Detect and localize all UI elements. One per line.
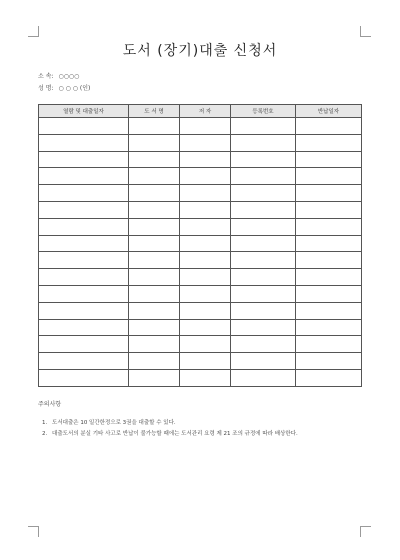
cell-registration-number[interactable] <box>231 218 296 235</box>
cell-registration-number[interactable] <box>231 319 296 336</box>
cell-author[interactable] <box>180 285 231 302</box>
cell-loan-date[interactable] <box>39 118 129 135</box>
cell-loan-date[interactable] <box>39 285 129 302</box>
cell-loan-date[interactable] <box>39 369 129 386</box>
note-item <box>42 429 360 439</box>
cell-book-title[interactable] <box>129 168 180 185</box>
column-header-registration-number: 등록번호 <box>231 105 296 118</box>
cell-return-date[interactable] <box>296 369 362 386</box>
cell-book-title[interactable] <box>129 269 180 286</box>
cell-registration-number[interactable] <box>231 201 296 218</box>
table-row <box>39 134 362 151</box>
cell-registration-number[interactable] <box>231 302 296 319</box>
cell-author[interactable] <box>180 168 231 185</box>
cell-book-title[interactable] <box>129 134 180 151</box>
table-row <box>39 336 362 353</box>
cell-author[interactable] <box>180 134 231 151</box>
crop-mark-bottom-left <box>28 526 39 537</box>
cell-return-date[interactable] <box>296 185 362 202</box>
cell-book-title[interactable] <box>129 319 180 336</box>
cell-author[interactable] <box>180 151 231 168</box>
cell-registration-number[interactable] <box>231 252 296 269</box>
cell-book-title[interactable] <box>129 252 180 269</box>
cell-book-title[interactable] <box>129 118 180 135</box>
cell-loan-date[interactable] <box>39 151 129 168</box>
cell-loan-date[interactable] <box>39 235 129 252</box>
cell-registration-number[interactable] <box>231 118 296 135</box>
cell-return-date[interactable] <box>296 218 362 235</box>
cell-loan-date[interactable] <box>39 218 129 235</box>
cell-registration-number[interactable] <box>231 353 296 370</box>
crop-mark-top-left <box>28 26 39 37</box>
cell-author[interactable] <box>180 235 231 252</box>
affiliation-label: 소 속: <box>38 73 54 80</box>
cell-book-title[interactable] <box>129 336 180 353</box>
cell-book-title[interactable] <box>129 369 180 386</box>
note-item <box>42 418 360 428</box>
table-row <box>39 302 362 319</box>
cell-loan-date[interactable] <box>39 185 129 202</box>
table-row <box>39 168 362 185</box>
cell-registration-number[interactable] <box>231 185 296 202</box>
cell-author[interactable] <box>180 118 231 135</box>
note-text: 대출도서의 분실 기타 사고로 반납이 불가능할 때에는 도서관리 요령 제 21 조의 규정에 따라 배상한다. <box>52 431 298 437</box>
table-row <box>39 201 362 218</box>
cell-registration-number[interactable] <box>231 336 296 353</box>
table-header-row <box>39 105 362 118</box>
affiliation-value: ○○○○ <box>58 73 80 80</box>
notes-list <box>42 418 360 440</box>
column-header-author: 저 자 <box>180 105 231 118</box>
table-row <box>39 353 362 370</box>
table-row <box>39 235 362 252</box>
cell-author[interactable] <box>180 269 231 286</box>
cell-return-date[interactable] <box>296 269 362 286</box>
table-row <box>39 118 362 135</box>
cell-return-date[interactable] <box>296 151 362 168</box>
cell-book-title[interactable] <box>129 185 180 202</box>
cell-return-date[interactable] <box>296 134 362 151</box>
cell-registration-number[interactable] <box>231 151 296 168</box>
column-header-loan-date: 열람 및 대출일자 <box>39 105 129 118</box>
table-row <box>39 185 362 202</box>
cell-book-title[interactable] <box>129 218 180 235</box>
cell-registration-number[interactable] <box>231 369 296 386</box>
cell-author[interactable] <box>180 319 231 336</box>
table-row <box>39 252 362 269</box>
cell-registration-number[interactable] <box>231 285 296 302</box>
column-header-book-title: 도 서 명 <box>129 105 180 118</box>
note-number: 2. <box>42 431 48 437</box>
cell-return-date[interactable] <box>296 201 362 218</box>
cell-registration-number[interactable] <box>231 168 296 185</box>
cell-author[interactable] <box>180 336 231 353</box>
note-text: 도서대출은 10 일간한정으로 3권을 대출할 수 있다. <box>52 420 176 426</box>
cell-book-title[interactable] <box>129 302 180 319</box>
cell-registration-number[interactable] <box>231 235 296 252</box>
table-body <box>39 118 362 387</box>
loan-table <box>38 104 362 387</box>
cell-loan-date[interactable] <box>39 269 129 286</box>
cell-author[interactable] <box>180 201 231 218</box>
cell-return-date[interactable] <box>296 302 362 319</box>
cell-loan-date[interactable] <box>39 336 129 353</box>
cell-author[interactable] <box>180 218 231 235</box>
document-title: 도서 (장기)대출 신청서 <box>122 43 278 59</box>
cell-return-date[interactable] <box>296 336 362 353</box>
cell-author[interactable] <box>180 252 231 269</box>
cell-author[interactable] <box>180 302 231 319</box>
column-header-return-date: 반납일자 <box>296 105 362 118</box>
cell-registration-number[interactable] <box>231 269 296 286</box>
cell-return-date[interactable] <box>296 319 362 336</box>
table-row <box>39 218 362 235</box>
cell-loan-date[interactable] <box>39 201 129 218</box>
cell-loan-date[interactable] <box>39 134 129 151</box>
cell-return-date[interactable] <box>296 118 362 135</box>
cell-book-title[interactable] <box>129 285 180 302</box>
cell-loan-date[interactable] <box>39 319 129 336</box>
cell-book-title[interactable] <box>129 235 180 252</box>
cell-book-title[interactable] <box>129 353 180 370</box>
cell-return-date[interactable] <box>296 252 362 269</box>
table-row <box>39 285 362 302</box>
cell-return-date[interactable] <box>296 285 362 302</box>
cell-loan-date[interactable] <box>39 252 129 269</box>
cell-registration-number[interactable] <box>231 134 296 151</box>
cell-author[interactable] <box>180 369 231 386</box>
name-value: ○ ○ ○ (인) <box>58 85 91 92</box>
cell-book-title[interactable] <box>129 151 180 168</box>
table-row <box>39 151 362 168</box>
cell-author[interactable] <box>180 353 231 370</box>
affiliation-line <box>38 71 79 80</box>
notes-title: 주의사항 <box>38 401 62 408</box>
note-number: 1. <box>42 420 48 426</box>
table-row <box>39 369 362 386</box>
name-label: 성 명: <box>38 85 54 92</box>
table-row <box>39 319 362 336</box>
cell-return-date[interactable] <box>296 235 362 252</box>
cell-loan-date[interactable] <box>39 302 129 319</box>
crop-mark-top-right <box>360 26 371 37</box>
crop-mark-bottom-right <box>360 526 371 537</box>
cell-author[interactable] <box>180 185 231 202</box>
cell-loan-date[interactable] <box>39 168 129 185</box>
cell-loan-date[interactable] <box>39 353 129 370</box>
name-line <box>38 83 90 92</box>
cell-return-date[interactable] <box>296 353 362 370</box>
cell-return-date[interactable] <box>296 168 362 185</box>
cell-book-title[interactable] <box>129 201 180 218</box>
table-row <box>39 269 362 286</box>
